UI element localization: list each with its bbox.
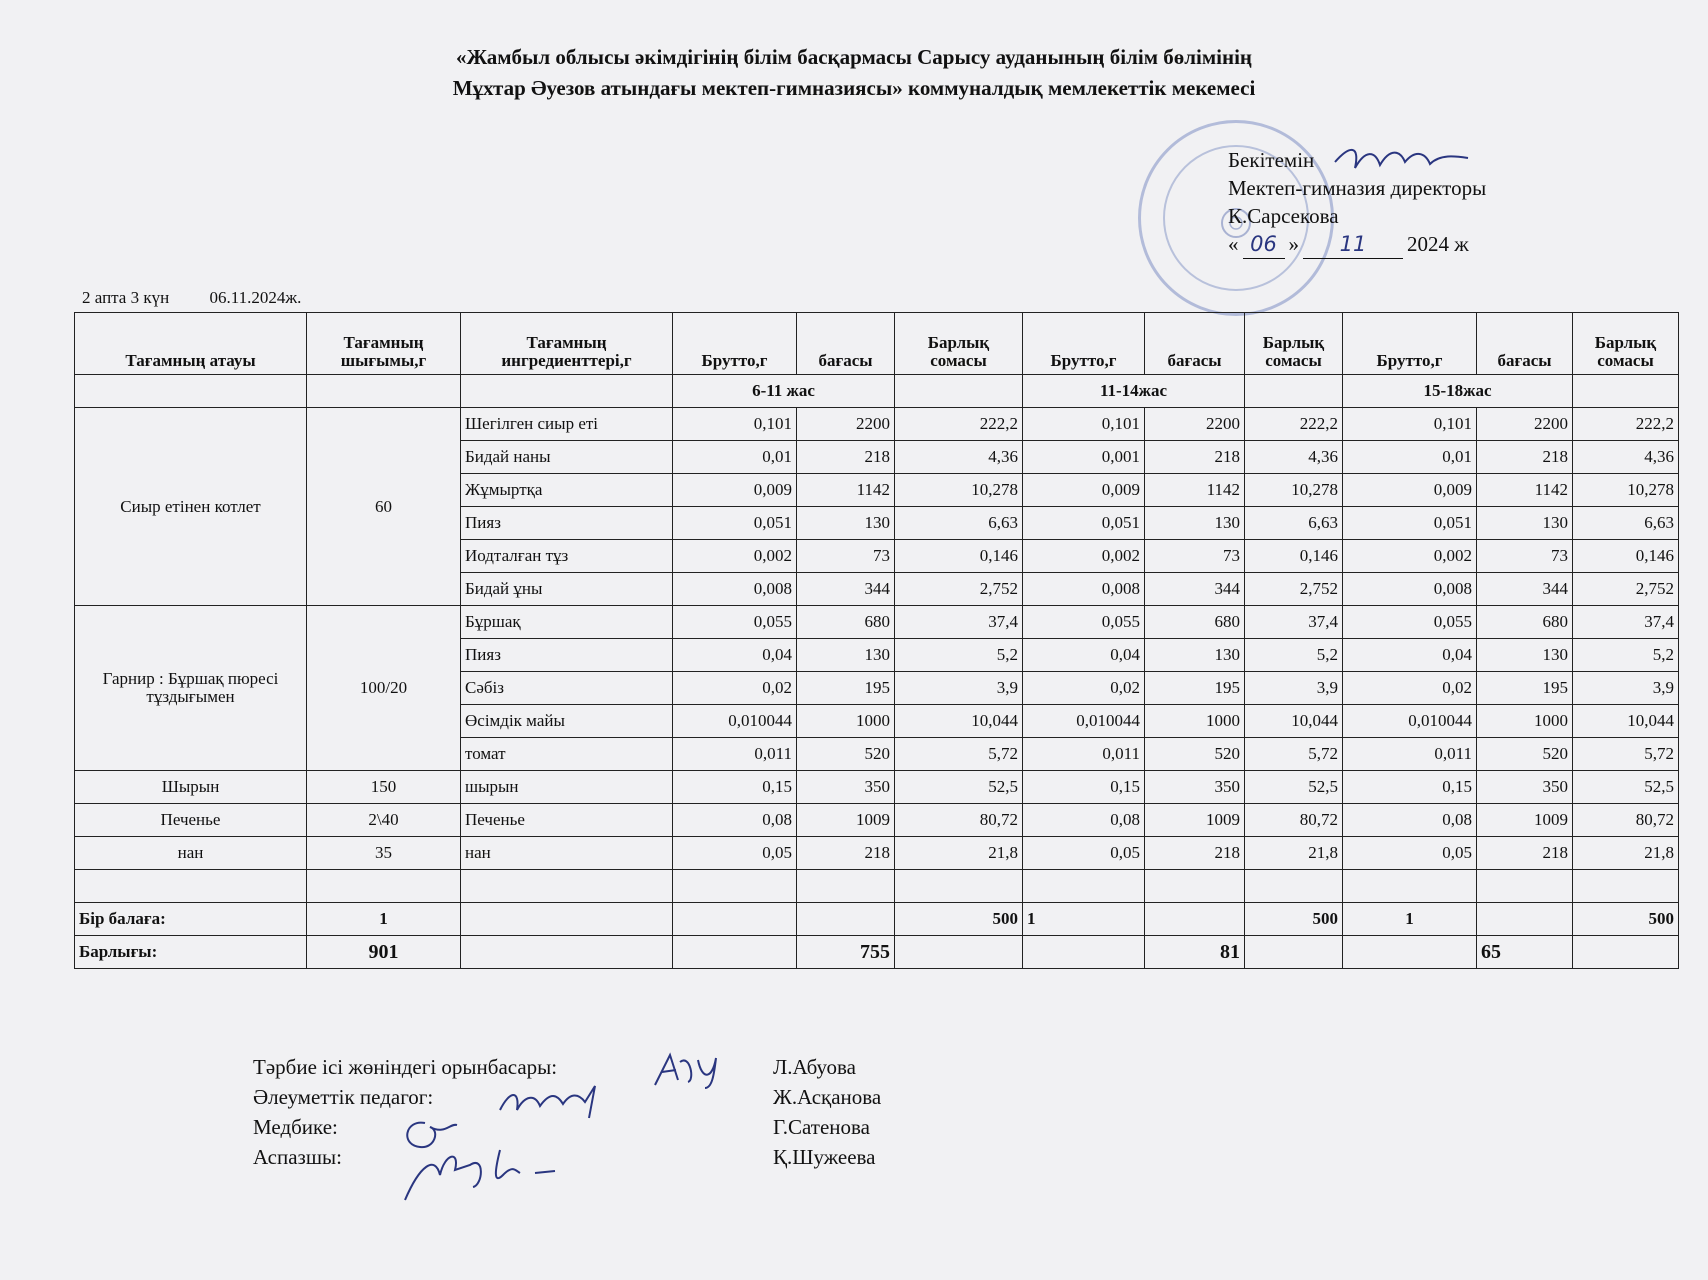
brutto-cell-age-3: 0,08	[1343, 804, 1477, 837]
price-cell-age-3: 130	[1477, 639, 1573, 672]
sum-cell-age-2: 21,8	[1245, 837, 1343, 870]
table-row	[75, 837, 1679, 870]
price-cell-age-2: 1000	[1145, 705, 1245, 738]
signers-block	[253, 1052, 973, 1172]
price-cell-age-2: 680	[1145, 606, 1245, 639]
signer-role: Тәрбие ісі жөніндегі орынбасары:	[253, 1055, 558, 1079]
col-ingredients: Тағамның ингредиенттері,г	[461, 313, 673, 375]
signer-name: Қ.Шужеева	[773, 1145, 876, 1169]
price-cell-age-3: 218	[1477, 441, 1573, 474]
brutto-cell-age-1: 0,101	[673, 408, 797, 441]
price-cell-age-3: 1142	[1477, 474, 1573, 507]
sum-cell-age-1: 80,72	[895, 804, 1023, 837]
ingredient-name: Шегілген сиыр еті	[461, 408, 673, 441]
per-child-sum-3: 500	[1573, 903, 1679, 936]
dish-yield: 150	[307, 771, 461, 804]
total-label: Барлығы:	[75, 936, 307, 969]
menu-table	[74, 312, 1679, 969]
sum-cell-age-3: 80,72	[1573, 804, 1679, 837]
dish-yield: 100/20	[307, 606, 461, 771]
col-price-3: бағасы	[1477, 313, 1573, 375]
empty-row	[75, 870, 1679, 903]
price-cell-age-3: 218	[1477, 837, 1573, 870]
quote-open: «	[1228, 232, 1239, 256]
price-cell-age-3: 680	[1477, 606, 1573, 639]
signer-row	[253, 1082, 973, 1112]
signer-row	[253, 1112, 973, 1142]
brutto-cell-age-1: 0,008	[673, 573, 797, 606]
brutto-cell-age-2: 0,05	[1023, 837, 1145, 870]
brutto-cell-age-1: 0,009	[673, 474, 797, 507]
ingredient-name: Печенье	[461, 804, 673, 837]
col-sum-3: Барлық сомасы	[1573, 313, 1679, 375]
sum-cell-age-1: 21,8	[895, 837, 1023, 870]
sum-cell-age-1: 5,72	[895, 738, 1023, 771]
sum-cell-age-2: 5,2	[1245, 639, 1343, 672]
brutto-cell-age-3: 0,010044	[1343, 705, 1477, 738]
brutto-cell-age-1: 0,010044	[673, 705, 797, 738]
brutto-cell-age-3: 0,05	[1343, 837, 1477, 870]
col-price-2: бағасы	[1145, 313, 1245, 375]
table-foot	[75, 870, 1679, 969]
brutto-cell-age-1: 0,011	[673, 738, 797, 771]
col-dish: Тағамның атауы	[75, 313, 307, 375]
ingredient-name: шырын	[461, 771, 673, 804]
price-cell-age-3: 130	[1477, 507, 1573, 540]
per-child-row	[75, 903, 1679, 936]
signer-row	[253, 1052, 973, 1082]
brutto-cell-age-2: 0,15	[1023, 771, 1145, 804]
brutto-cell-age-2: 0,002	[1023, 540, 1145, 573]
brutto-cell-age-1: 0,04	[673, 639, 797, 672]
header-line-1: «Жамбыл облысы әкімдігінің білім басқармасы Сарысу ауданының білім бөлімінің	[455, 45, 1253, 69]
ingredient-name: томат	[461, 738, 673, 771]
brutto-cell-age-2: 0,011	[1023, 738, 1145, 771]
col-sum-1: Барлық сомасы	[895, 313, 1023, 375]
total-price-1: 755	[797, 936, 895, 969]
price-cell-age-2: 2200	[1145, 408, 1245, 441]
brutto-cell-age-3: 0,011	[1343, 738, 1477, 771]
sum-cell-age-1: 52,5	[895, 771, 1023, 804]
price-cell-age-2: 130	[1145, 507, 1245, 540]
brutto-cell-age-1: 0,055	[673, 606, 797, 639]
price-cell-age-1: 130	[797, 507, 895, 540]
header-row	[75, 313, 1679, 375]
ingredient-name: Бұршақ	[461, 606, 673, 639]
sum-cell-age-2: 2,752	[1245, 573, 1343, 606]
price-cell-age-1: 130	[797, 639, 895, 672]
per-child-label: Бір балаға:	[75, 903, 307, 936]
signer-role: Әлеуметтік педагог:	[253, 1085, 434, 1109]
ingredient-name: Бидай наны	[461, 441, 673, 474]
per-child-brutto-3: 1	[1343, 903, 1477, 936]
sum-cell-age-3: 21,8	[1573, 837, 1679, 870]
brutto-cell-age-1: 0,02	[673, 672, 797, 705]
price-cell-age-1: 2200	[797, 408, 895, 441]
brutto-cell-age-2: 0,055	[1023, 606, 1145, 639]
brutto-cell-age-3: 0,055	[1343, 606, 1477, 639]
sum-cell-age-3: 10,044	[1573, 705, 1679, 738]
sum-cell-age-3: 3,9	[1573, 672, 1679, 705]
total-yield: 901	[307, 936, 461, 969]
brutto-cell-age-2: 0,051	[1023, 507, 1145, 540]
social-pedagogue-signature	[495, 1080, 605, 1120]
dish-name: Гарнир : Бұршақ пюресі тұздығымен	[75, 606, 307, 771]
price-cell-age-2: 195	[1145, 672, 1245, 705]
price-cell-age-1: 1009	[797, 804, 895, 837]
price-cell-age-1: 350	[797, 771, 895, 804]
sum-cell-age-2: 3,9	[1245, 672, 1343, 705]
sum-cell-age-2: 0,146	[1245, 540, 1343, 573]
sum-cell-age-2: 222,2	[1245, 408, 1343, 441]
table-body	[75, 408, 1679, 870]
sum-cell-age-2: 10,044	[1245, 705, 1343, 738]
sum-cell-age-3: 2,752	[1573, 573, 1679, 606]
sum-cell-age-1: 0,146	[895, 540, 1023, 573]
total-price-2: 81	[1145, 936, 1245, 969]
brutto-cell-age-2: 0,02	[1023, 672, 1145, 705]
ingredient-name: Өсімдік майы	[461, 705, 673, 738]
dish-name: нан	[75, 837, 307, 870]
price-cell-age-3: 520	[1477, 738, 1573, 771]
table-row	[75, 606, 1679, 639]
brutto-cell-age-2: 0,08	[1023, 804, 1145, 837]
price-cell-age-2: 1142	[1145, 474, 1245, 507]
sum-cell-age-1: 3,9	[895, 672, 1023, 705]
sum-cell-age-1: 222,2	[895, 408, 1023, 441]
dish-name: Сиыр етінен котлет	[75, 408, 307, 606]
price-cell-age-3: 1009	[1477, 804, 1573, 837]
sum-cell-age-2: 4,36	[1245, 441, 1343, 474]
brutto-cell-age-2: 0,010044	[1023, 705, 1145, 738]
price-cell-age-3: 2200	[1477, 408, 1573, 441]
sum-cell-age-2: 10,278	[1245, 474, 1343, 507]
brutto-cell-age-1: 0,051	[673, 507, 797, 540]
per-child-sum-1: 500	[895, 903, 1023, 936]
price-cell-age-3: 350	[1477, 771, 1573, 804]
sum-cell-age-1: 10,278	[895, 474, 1023, 507]
age-row	[75, 375, 1679, 408]
quote-close: »	[1288, 232, 1299, 256]
table-row	[75, 771, 1679, 804]
signer-name: Г.Сатенова	[773, 1115, 871, 1139]
price-cell-age-2: 1009	[1145, 804, 1245, 837]
price-cell-age-2: 73	[1145, 540, 1245, 573]
dish-name: Шырын	[75, 771, 307, 804]
dish-yield: 35	[307, 837, 461, 870]
sum-cell-age-1: 2,752	[895, 573, 1023, 606]
price-cell-age-2: 130	[1145, 639, 1245, 672]
col-yield: Тағамның шығымы,г	[307, 313, 461, 375]
director-position: Мектеп-гимназия директоры	[1228, 176, 1487, 200]
brutto-cell-age-2: 0,04	[1023, 639, 1145, 672]
brutto-cell-age-3: 0,009	[1343, 474, 1477, 507]
signer-row	[253, 1142, 973, 1172]
ingredient-name: Жұмыртқа	[461, 474, 673, 507]
price-cell-age-2: 520	[1145, 738, 1245, 771]
price-cell-age-1: 520	[797, 738, 895, 771]
brutto-cell-age-1: 0,01	[673, 441, 797, 474]
price-cell-age-1: 344	[797, 573, 895, 606]
sum-cell-age-3: 4,36	[1573, 441, 1679, 474]
sum-cell-age-1: 6,63	[895, 507, 1023, 540]
cook-signature	[395, 1145, 565, 1205]
sum-cell-age-2: 5,72	[1245, 738, 1343, 771]
price-cell-age-2: 218	[1145, 837, 1245, 870]
approval-year: 2024 ж	[1407, 232, 1469, 256]
ingredient-name: Бидай ұны	[461, 573, 673, 606]
approval-block	[1228, 146, 1486, 259]
per-child-sum-2: 500	[1245, 903, 1343, 936]
signer-role: Медбике:	[253, 1115, 338, 1139]
price-cell-age-1: 195	[797, 672, 895, 705]
price-cell-age-3: 73	[1477, 540, 1573, 573]
sum-cell-age-1: 37,4	[895, 606, 1023, 639]
col-brutto-3: Брутто,г	[1343, 313, 1477, 375]
brutto-cell-age-3: 0,051	[1343, 507, 1477, 540]
price-cell-age-1: 680	[797, 606, 895, 639]
brutto-cell-age-3: 0,15	[1343, 771, 1477, 804]
sum-cell-age-3: 222,2	[1573, 408, 1679, 441]
brutto-cell-age-3: 0,04	[1343, 639, 1477, 672]
brutto-cell-age-1: 0,15	[673, 771, 797, 804]
total-price-3: 65	[1477, 936, 1573, 969]
brutto-cell-age-1: 0,05	[673, 837, 797, 870]
director-name: К.Сарсекова	[1228, 204, 1339, 228]
age-group-1: 6-11 жас	[673, 375, 895, 408]
col-price-1: бағасы	[797, 313, 895, 375]
menu-date: 06.11.2024ж.	[209, 288, 302, 307]
document-header	[0, 42, 1708, 104]
price-cell-age-1: 1000	[797, 705, 895, 738]
col-brutto-1: Брутто,г	[673, 313, 797, 375]
sum-cell-age-3: 5,2	[1573, 639, 1679, 672]
table-row	[75, 408, 1679, 441]
table-head	[75, 313, 1679, 408]
sum-cell-age-2: 80,72	[1245, 804, 1343, 837]
brutto-cell-age-3: 0,01	[1343, 441, 1477, 474]
sum-cell-age-3: 5,72	[1573, 738, 1679, 771]
price-cell-age-1: 73	[797, 540, 895, 573]
brutto-cell-age-2: 0,008	[1023, 573, 1145, 606]
week-day: 2 апта 3 күн	[82, 288, 170, 307]
sum-cell-age-2: 6,63	[1245, 507, 1343, 540]
ingredient-name: Иодталған тұз	[461, 540, 673, 573]
deputy-signature	[650, 1050, 730, 1090]
price-cell-age-1: 218	[797, 837, 895, 870]
brutto-cell-age-2: 0,101	[1023, 408, 1145, 441]
dish-yield: 60	[307, 408, 461, 606]
ingredient-name: Пияз	[461, 507, 673, 540]
brutto-cell-age-2: 0,009	[1023, 474, 1145, 507]
price-cell-age-3: 344	[1477, 573, 1573, 606]
brutto-cell-age-3: 0,02	[1343, 672, 1477, 705]
price-cell-age-1: 218	[797, 441, 895, 474]
sum-cell-age-1: 5,2	[895, 639, 1023, 672]
approval-month: 11	[1303, 230, 1403, 259]
ingredient-name: Пияз	[461, 639, 673, 672]
sum-cell-age-3: 6,63	[1573, 507, 1679, 540]
table-row	[75, 804, 1679, 837]
sum-cell-age-2: 52,5	[1245, 771, 1343, 804]
col-brutto-2: Брутто,г	[1023, 313, 1145, 375]
ingredient-name: нан	[461, 837, 673, 870]
sum-cell-age-3: 0,146	[1573, 540, 1679, 573]
ingredient-name: Сәбіз	[461, 672, 673, 705]
brutto-cell-age-1: 0,002	[673, 540, 797, 573]
brutto-cell-age-3: 0,101	[1343, 408, 1477, 441]
price-cell-age-3: 195	[1477, 672, 1573, 705]
brutto-cell-age-1: 0,08	[673, 804, 797, 837]
per-child-brutto-2: 1	[1023, 903, 1145, 936]
age-group-3: 15-18жас	[1343, 375, 1573, 408]
sum-cell-age-1: 10,044	[895, 705, 1023, 738]
price-cell-age-2: 218	[1145, 441, 1245, 474]
price-cell-age-1: 1142	[797, 474, 895, 507]
signer-name: Л.Абуова	[773, 1055, 856, 1079]
sum-cell-age-1: 4,36	[895, 441, 1023, 474]
brutto-cell-age-3: 0,002	[1343, 540, 1477, 573]
signer-role: Аспазшы:	[253, 1145, 342, 1169]
header-line-2: Мұхтар Әуезов атындағы мектеп-гимназиясы» коммуналдық мемлекеттік мекемесі	[452, 76, 1256, 100]
signer-name: Ж.Асқанова	[773, 1085, 882, 1109]
dish-name: Печенье	[75, 804, 307, 837]
sum-cell-age-3: 52,5	[1573, 771, 1679, 804]
price-cell-age-2: 350	[1145, 771, 1245, 804]
approval-date	[1228, 230, 1486, 259]
sum-cell-age-3: 37,4	[1573, 606, 1679, 639]
sum-cell-age-3: 10,278	[1573, 474, 1679, 507]
brutto-cell-age-2: 0,001	[1023, 441, 1145, 474]
menu-meta	[82, 288, 337, 308]
per-child-yield: 1	[307, 903, 461, 936]
sum-cell-age-2: 37,4	[1245, 606, 1343, 639]
dish-yield: 2\40	[307, 804, 461, 837]
price-cell-age-2: 344	[1145, 573, 1245, 606]
price-cell-age-3: 1000	[1477, 705, 1573, 738]
approve-label: Бекітемін	[1228, 148, 1315, 172]
approval-day: 06	[1243, 230, 1285, 259]
brutto-cell-age-3: 0,008	[1343, 573, 1477, 606]
age-group-2: 11-14жас	[1023, 375, 1245, 408]
total-row	[75, 936, 1679, 969]
col-sum-2: Барлық сомасы	[1245, 313, 1343, 375]
